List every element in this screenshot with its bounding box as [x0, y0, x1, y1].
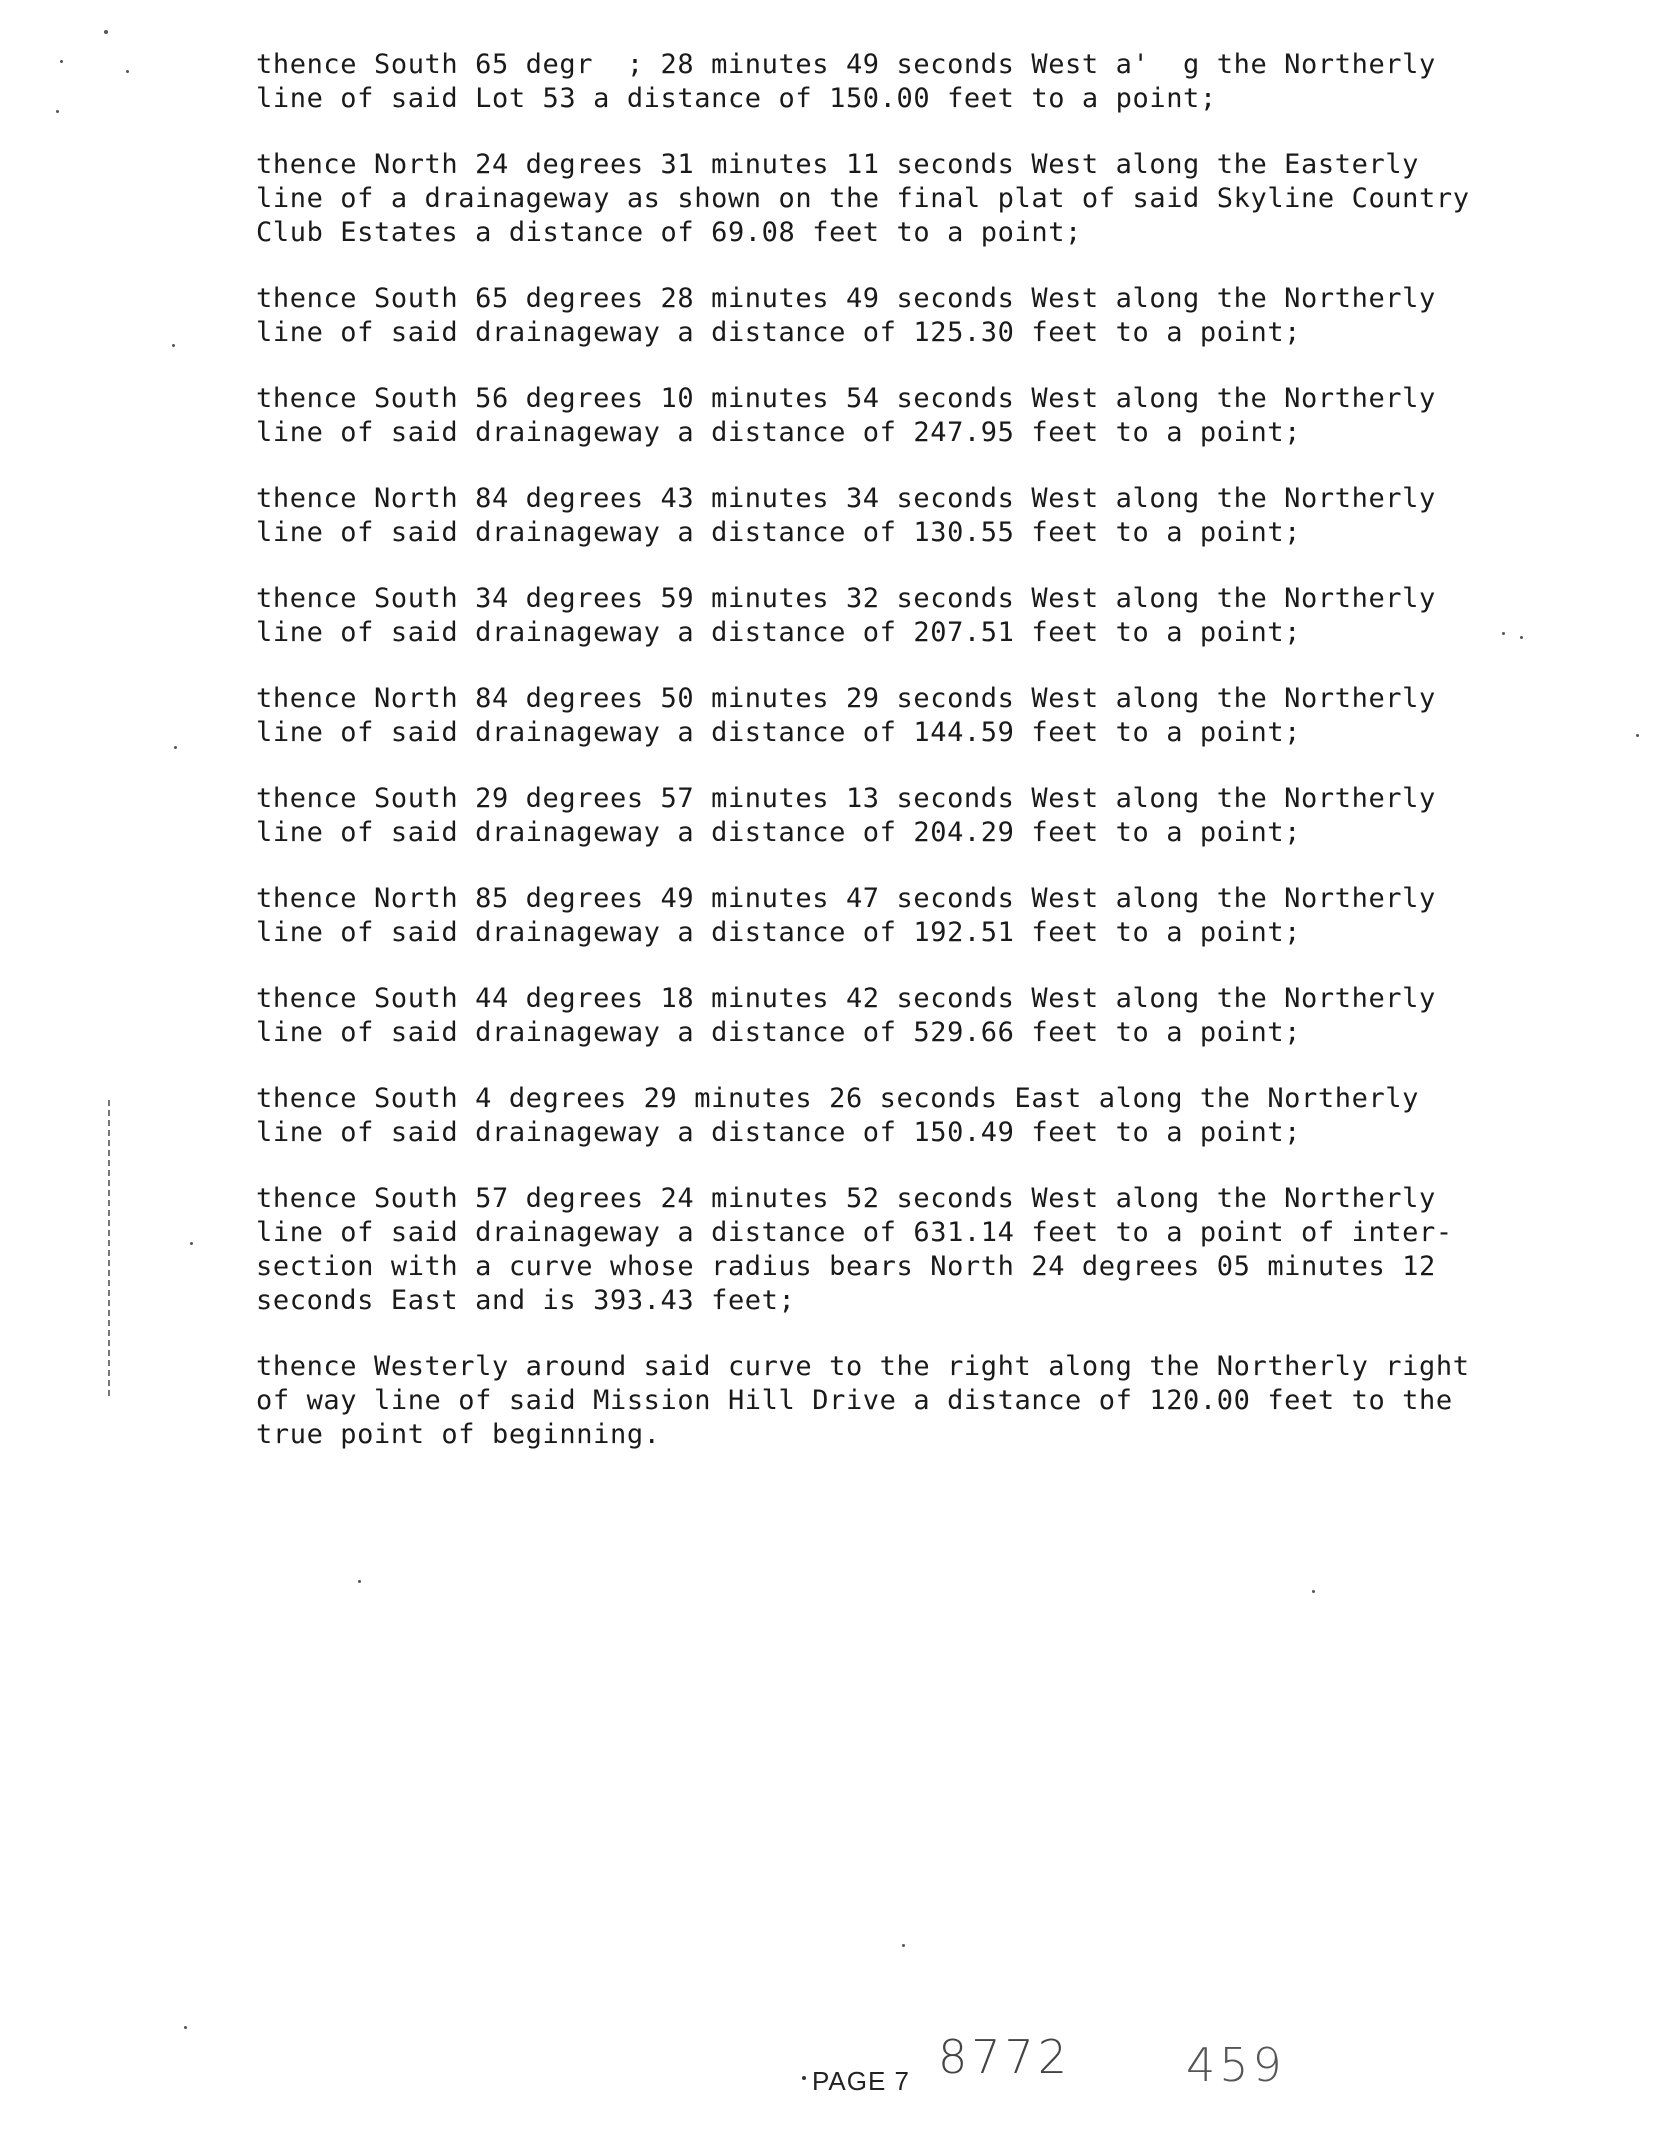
text-line: line of said Lot 53 a distance of 150.00 feet to a point; [256, 83, 1217, 114]
course-paragraph [256, 682, 1476, 750]
scan-speck [174, 746, 177, 749]
text-line: thence North 84 degrees 43 minutes 34 seconds West along the Northerly [256, 483, 1436, 514]
course-paragraph [256, 882, 1476, 950]
scan-speck [126, 70, 129, 73]
recording-page-number: 459 [1186, 2038, 1286, 2092]
course-paragraph [256, 48, 1476, 116]
scan-speck [802, 2076, 806, 2080]
scan-speck [1502, 632, 1505, 635]
scan-speck [60, 60, 63, 63]
text-line: thence North 85 degrees 49 minutes 47 seconds West along the Northerly [256, 883, 1436, 914]
legal-description-body [256, 48, 1476, 1484]
text-line: section with a curve whose radius bears North 24 degrees 05 minutes 12 [256, 1251, 1436, 1282]
text-line: line of said drainageway a distance of 204.29 feet to a point; [256, 817, 1302, 848]
text-line: true point of beginning. [256, 1419, 661, 1450]
course-paragraph [256, 282, 1476, 350]
text-line: Club Estates a distance of 69.08 feet to a point; [256, 217, 1082, 248]
text-line: thence South 65 degrees 28 minutes 49 seconds West along the Northerly [256, 283, 1436, 314]
scan-speck [184, 2026, 187, 2029]
text-line: thence South 34 degrees 59 minutes 32 seconds West along the Northerly [256, 583, 1436, 614]
course-paragraph [256, 482, 1476, 550]
scan-speck [172, 344, 175, 347]
text-line: line of said drainageway a distance of 529.66 feet to a point; [256, 1017, 1302, 1048]
text-line: line of said drainageway a distance of 207.51 feet to a point; [256, 617, 1302, 648]
text-line: line of said drainageway a distance of 192.51 feet to a point; [256, 917, 1302, 948]
text-line: thence South 56 degrees 10 minutes 54 seconds West along the Northerly [256, 383, 1436, 414]
text-line: thence South 44 degrees 18 minutes 42 seconds West along the Northerly [256, 983, 1436, 1014]
scan-speck [190, 1242, 193, 1245]
book-number: 8772 [938, 2030, 1072, 2084]
scan-speck [56, 110, 59, 113]
course-paragraph [256, 148, 1476, 250]
text-line: thence South 65 degr ; 28 minutes 49 seconds West a' g the Northerly [256, 49, 1436, 80]
scan-speck [1312, 1590, 1315, 1593]
page-label [812, 2066, 910, 2097]
text-line: seconds East and is 393.43 feet; [256, 1285, 796, 1316]
course-paragraph [256, 382, 1476, 450]
text-line: thence South 4 degrees 29 minutes 26 seconds East along the Northerly [256, 1083, 1420, 1114]
text-line: thence South 57 degrees 24 minutes 52 seconds West along the Northerly [256, 1183, 1436, 1214]
page-footer [800, 2030, 1400, 2100]
scan-speck [902, 1944, 905, 1947]
course-paragraph [256, 582, 1476, 650]
course-paragraph [256, 1350, 1476, 1452]
scan-speck [104, 30, 108, 34]
scan-margin-artifact [108, 1100, 110, 1400]
text-line: line of said drainageway a distance of 150.49 feet to a point; [256, 1117, 1302, 1148]
course-paragraph [256, 782, 1476, 850]
text-line: thence North 84 degrees 50 minutes 29 seconds West along the Northerly [256, 683, 1436, 714]
scan-speck [358, 1580, 361, 1583]
text-line: of way line of said Mission Hill Drive a distance of 120.00 feet to the [256, 1385, 1453, 1416]
text-line: line of a drainageway as shown on the final plat of said Skyline Country [256, 183, 1470, 214]
text-line: line of said drainageway a distance of 125.30 feet to a point; [256, 317, 1302, 348]
course-paragraph [256, 1182, 1476, 1318]
course-paragraph [256, 982, 1476, 1050]
scan-speck [1520, 636, 1523, 639]
text-line: thence Westerly around said curve to the right along the Northerly right [256, 1351, 1470, 1382]
text-line: line of said drainageway a distance of 247.95 feet to a point; [256, 417, 1302, 448]
text-line: line of said drainageway a distance of 130.55 feet to a point; [256, 517, 1302, 548]
text-line: line of said drainageway a distance of 144.59 feet to a point; [256, 717, 1302, 748]
text-line: thence South 29 degrees 57 minutes 13 seconds West along the Northerly [256, 783, 1436, 814]
course-paragraph [256, 1082, 1476, 1150]
text-line: thence North 24 degrees 31 minutes 11 seconds West along the Easterly [256, 149, 1420, 180]
page-label-text: PAGE 7 [812, 2066, 911, 2096]
scan-speck [1636, 734, 1639, 737]
text-line: line of said drainageway a distance of 631.14 feet to a point of inter- [256, 1217, 1453, 1248]
